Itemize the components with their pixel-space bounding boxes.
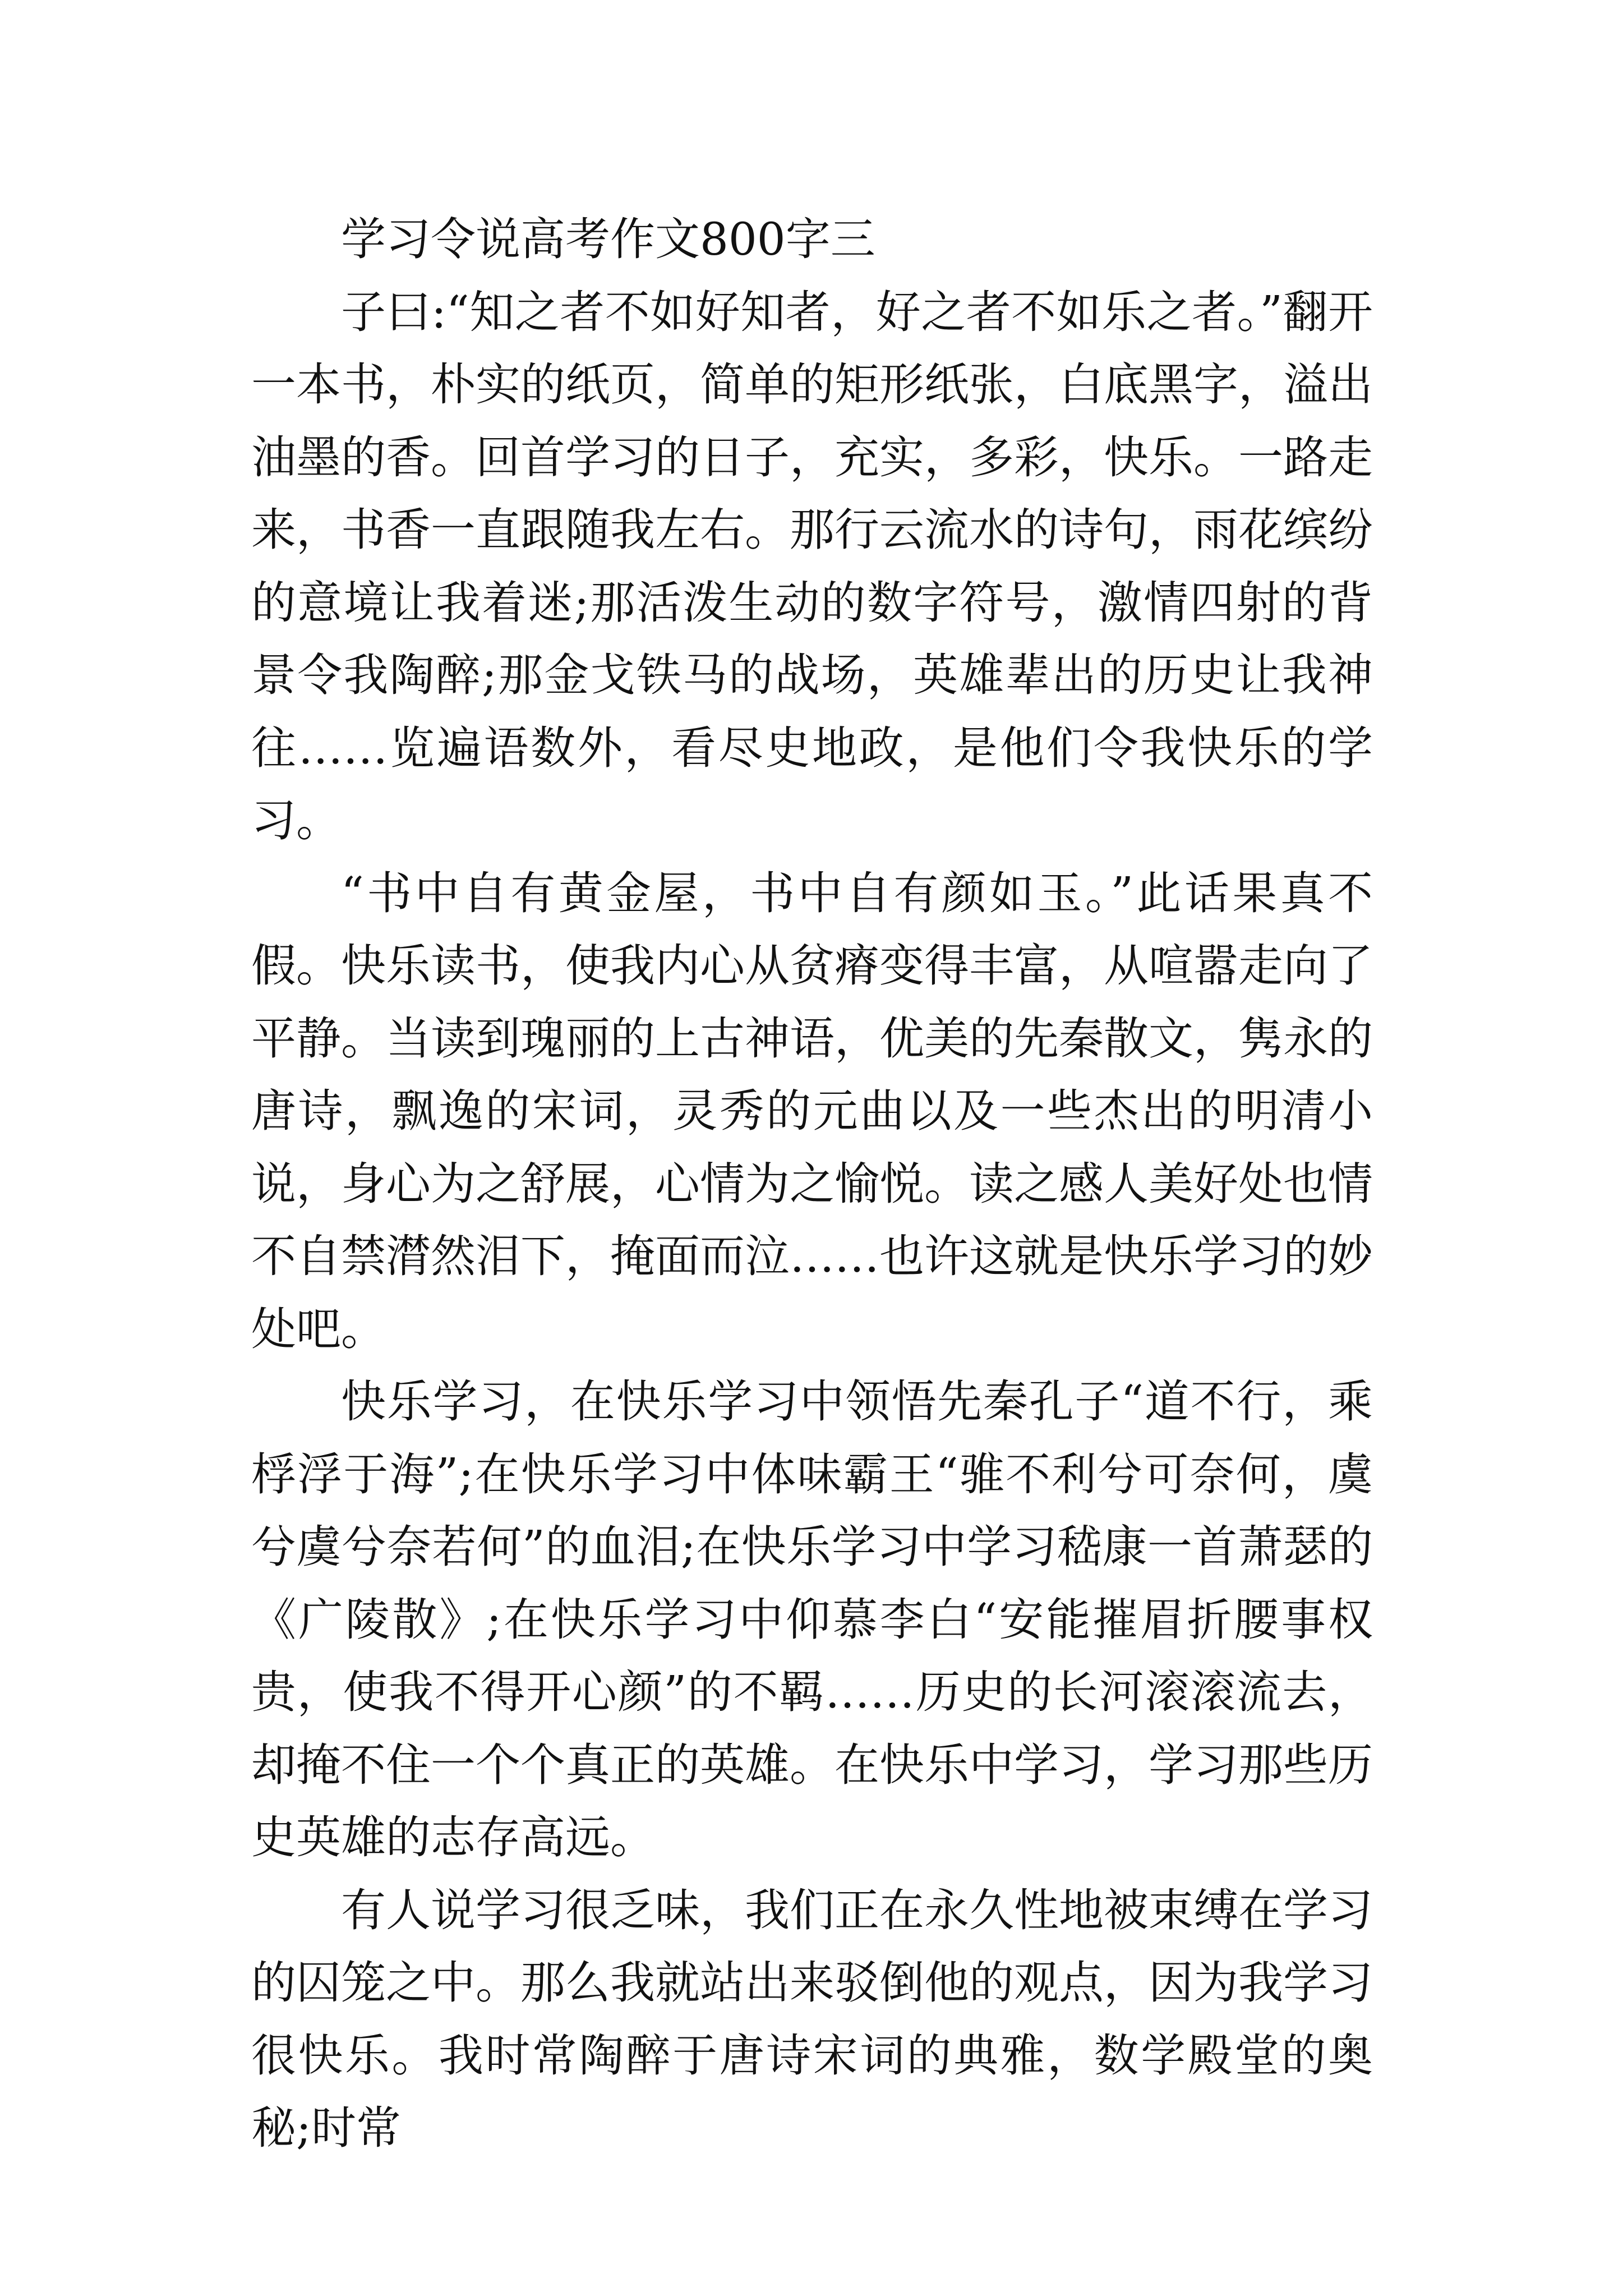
paragraph-1: 子曰:“知之者不如好知者，好之者不如乐之者。”翻开一本书，朴实的纸页，简单的矩形纸张，白底黑字，溢出油墨的香。回首学习的日子，充实，多彩，快乐。一路走来，书香一直跟随我左右。那行云流水的诗句，雨花缤纷的意境让我着迷;那活泼生动的数字符号，激情四射的背景令我陶醉;那金戈铁马的战场，英雄辈出的历史让我神往……览遍语数外，看尽史地政，是他们令我快乐的学习。 — [251, 286, 1373, 846]
document-title: 学习令说高考作文800字三 — [341, 213, 875, 265]
paragraph-2: “书中自有黄金屋，书中自有颜如玉。”此话果真不假。快乐读书，使我内心从贫瘠变得丰富，从喧嚣走向了平静。当读到瑰丽的上古神语，优美的先秦散文，隽永的唐诗，飘逸的宋词，灵秀的元曲以及一些杰出的明清小说，身心为之舒展，心情为之愉悦。读之感人美好处也情不自禁潸然泪下，掩面而泣……也许这就是快乐学习的妙处吧。 — [251, 867, 1373, 1355]
paragraph-3: 快乐学习，在快乐学习中领悟先秦孔子“道不行，乘桴浮于海”;在快乐学习中体味霸王“骓不利兮可奈何，虞兮虞兮奈若何”的血泪;在快乐学习中学习嵇康一首萧瑟的《广陵散》;在快乐学习中仰慕李白“安能摧眉折腰事权贵，使我不得开心颜”的不羁……历史的长河滚滚流去，却掩不住一个个真正的英雄。在快乐中学习，学习那些历史英雄的志存高远。 — [251, 1375, 1373, 1864]
paragraph-4: 有人说学习很乏味，我们正在永久性地被束缚在学习的囚笼之中。那么我就站出来驳倒他的观点，因为我学习很快乐。我时常陶醉于唐诗宋词的典雅，数学殿堂的奥秘;时常 — [251, 1884, 1373, 2154]
document-body — [251, 203, 1373, 2165]
